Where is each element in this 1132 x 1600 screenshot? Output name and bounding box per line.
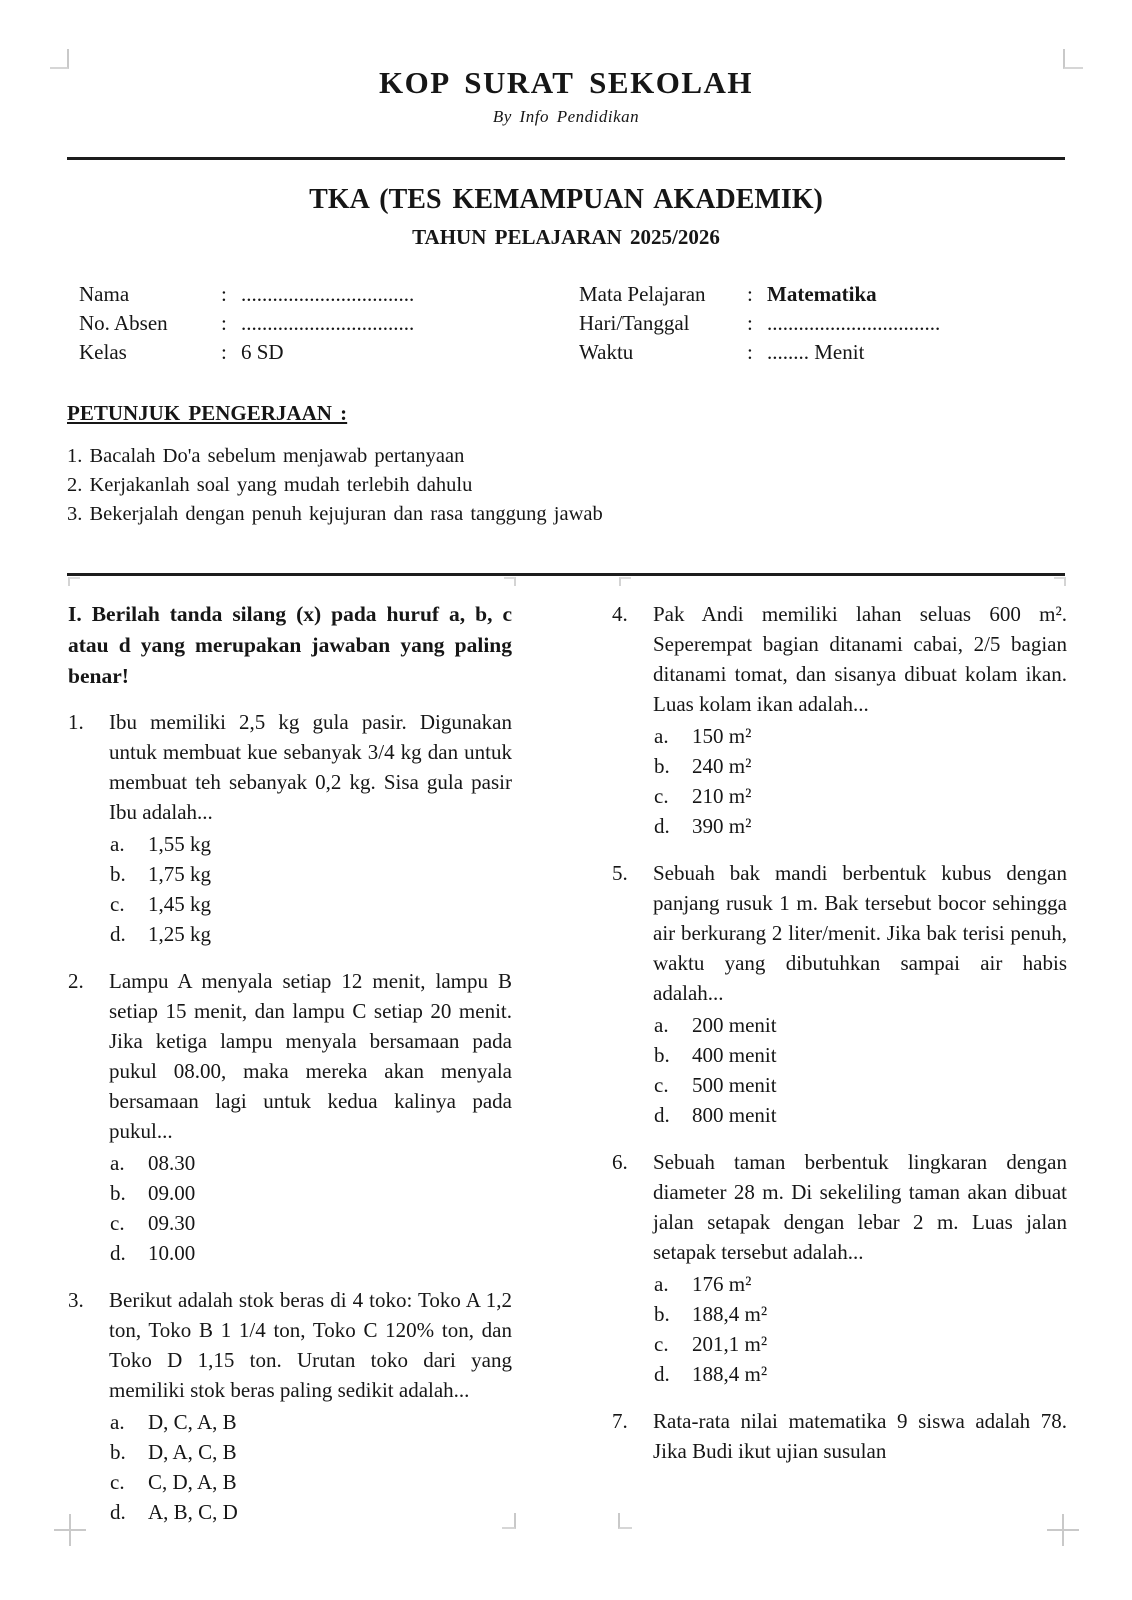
options-list [109, 1407, 512, 1527]
option-letter: c. [654, 784, 669, 808]
instruction-item: 2. Kerjakanlah soal yang mudah terlebih dahulu [67, 474, 473, 496]
option-letter: b. [654, 1043, 670, 1067]
answer-option [109, 889, 512, 919]
answer-option [653, 811, 1067, 841]
option-text: 1,75 kg [148, 862, 211, 886]
answer-option [653, 1100, 1067, 1130]
answer-option [653, 1269, 1067, 1299]
subject-value: Matematika [767, 282, 877, 306]
registration-cross-bottom-right [1047, 1514, 1079, 1546]
answer-option [109, 1238, 512, 1268]
answer-option [653, 751, 1067, 781]
instruction-item: 3. Bekerjalah dengan penuh kejujuran dan rasa tanggung jawab [67, 503, 603, 525]
question-number: 2. [68, 969, 84, 993]
table-corner-mark [1054, 577, 1066, 586]
exam-title: TKA (TES KEMAMPUAN AKADEMIK) [309, 184, 823, 215]
crop-mark-bottom-center-right [618, 1513, 632, 1529]
info-colon: : [221, 340, 227, 364]
info-label: Waktu [579, 340, 634, 364]
info-label: Mata Pelajaran [579, 282, 706, 306]
option-letter: d. [654, 1103, 670, 1127]
option-letter: d. [654, 1362, 670, 1386]
school-letterhead-title: KOP SURAT SEKOLAH [379, 65, 753, 100]
option-text: 188,4 m² [692, 1302, 768, 1326]
answer-option [653, 1329, 1067, 1359]
question-body [653, 599, 1067, 841]
question-item [612, 858, 1067, 1130]
option-letter: c. [654, 1073, 669, 1097]
option-letter: a. [654, 1272, 669, 1296]
answer-option [109, 1497, 512, 1527]
option-letter: c. [110, 1211, 125, 1235]
answer-option [653, 1040, 1067, 1070]
question-body [653, 1406, 1067, 1468]
option-letter: a. [654, 1013, 669, 1037]
option-letter: d. [110, 1241, 126, 1265]
question-number: 1. [68, 710, 84, 734]
option-text: 188,4 m² [692, 1362, 768, 1386]
options-list [653, 721, 1067, 841]
question-body [109, 966, 512, 1268]
option-text: 09.30 [148, 1211, 196, 1235]
info-label: Kelas [79, 340, 127, 364]
option-letter: d. [654, 814, 670, 838]
info-row-mata-pelajaran [579, 280, 1066, 309]
table-corner-mark [504, 577, 516, 586]
section-heading: I. Berilah tanda silang (x) pada huruf a, b, c atau d yang merupakan jawaban yang paling benar! [68, 602, 512, 688]
question-text: Sebuah taman berbentuk lingkaran dengan diameter 28 m. Di sekeliling taman akan dibuat jalan setapak dengan lebar 2 m. Luas jalan setapak tersebut adalah... [653, 1150, 1067, 1264]
registration-cross-bottom-left [54, 1514, 86, 1546]
info-label: Hari/Tanggal [579, 311, 690, 335]
option-text: 201,1 m² [692, 1332, 768, 1356]
option-text: D, C, A, B [148, 1410, 237, 1434]
header-divider-line [67, 157, 1065, 160]
dotted-fill-line: ................................. [241, 311, 415, 335]
question-number: 5. [612, 861, 628, 885]
question-number: 4. [612, 602, 628, 626]
option-text: 176 m² [692, 1272, 752, 1296]
question-item [68, 1285, 512, 1527]
answer-option [109, 1208, 512, 1238]
answer-option [109, 919, 512, 949]
option-text: 1,45 kg [148, 892, 211, 916]
option-text: A, B, C, D [148, 1500, 238, 1524]
question-text: Berikut adalah stok beras di 4 toko: Toko A 1,2 ton, Toko B 1 1/4 ton, Toko C 120% ton, dan Toko D 1,15 ton. Urutan toko dari yang memiliki stok beras paling sedikit adalah... [109, 1288, 512, 1402]
info-row-nama [79, 280, 519, 309]
options-list [653, 1269, 1067, 1389]
options-list [109, 1148, 512, 1268]
answer-option [653, 1299, 1067, 1329]
option-letter: d. [110, 922, 126, 946]
option-text: 09.00 [148, 1181, 196, 1205]
option-text: 1,25 kg [148, 922, 211, 946]
option-letter: b. [654, 754, 670, 778]
instructions-section [0, 400, 1132, 529]
info-colon: : [747, 311, 753, 335]
instructions-list [67, 442, 1132, 529]
option-text: C, D, A, B [148, 1470, 237, 1494]
option-text: 200 menit [692, 1013, 777, 1037]
option-letter: a. [654, 724, 669, 748]
question-text: Sebuah bak mandi berbentuk kubus dengan panjang rusuk 1 m. Bak tersebut bocor sehingga air berkurang 2 liter/menit. Jika bak terisi penuh, waktu yang dibutuhkan sampai air habis adalah... [653, 861, 1067, 1005]
option-letter: b. [110, 1181, 126, 1205]
option-text: 500 menit [692, 1073, 777, 1097]
answer-option [109, 1467, 512, 1497]
option-text: 800 menit [692, 1103, 777, 1127]
option-text: 150 m² [692, 724, 752, 748]
question-body [109, 1285, 512, 1527]
crop-mark-bottom-center-left [502, 1513, 516, 1529]
info-colon: : [747, 282, 753, 306]
info-label: Nama [79, 282, 130, 306]
instruction-item: 1. Bacalah Do'a sebelum menjawab pertanyaan [67, 445, 465, 467]
question-number: 7. [612, 1409, 628, 1433]
option-text: 1,55 kg [148, 832, 211, 856]
answer-option [109, 829, 512, 859]
question-item [612, 1406, 1067, 1468]
info-row-kelas [79, 338, 519, 367]
info-colon: : [221, 311, 227, 335]
option-letter: a. [110, 1151, 125, 1175]
option-text: D, A, C, B [148, 1440, 237, 1464]
question-body [653, 858, 1067, 1130]
option-text: 400 menit [692, 1043, 777, 1067]
option-letter: b. [110, 862, 126, 886]
answer-option [653, 781, 1067, 811]
answer-option [653, 1070, 1067, 1100]
question-text: Lampu A menyala setiap 12 menit, lampu B setiap 15 menit, dan lampu C setiap 20 menit. Jika ketiga lampu menyala bersamaan pada pukul 08.00, maka mereka akan menyala bersamaan lagi untuk kedua kalinya pada pukul... [109, 969, 512, 1143]
questions-list-left [68, 707, 512, 1527]
question-item [68, 707, 512, 949]
info-value: 6 SD [241, 340, 284, 364]
crop-mark-top-right [1063, 49, 1083, 69]
answer-option [109, 1178, 512, 1208]
info-colon: : [747, 340, 753, 364]
student-info-right-column [579, 280, 1066, 367]
table-corner-mark [619, 577, 631, 586]
answer-option [109, 859, 512, 889]
question-number: 3. [68, 1288, 84, 1312]
option-text: 08.30 [148, 1151, 196, 1175]
questions-column-left [68, 599, 512, 1544]
letterhead-byline: By Info Pendidikan [492, 107, 640, 126]
question-text: Pak Andi memiliki lahan seluas 600 m². Seperempat bagian ditanami cabai, 2/5 bagian ditanami tomat, dan sisanya dibuat kolam ikan. Luas kolam ikan adalah... [653, 602, 1067, 716]
info-row-waktu [579, 338, 1066, 367]
option-letter: b. [110, 1440, 126, 1464]
option-letter: d. [110, 1500, 126, 1524]
question-text: Ibu memiliki 2,5 kg gula pasir. Digunakan untuk membuat kue sebanyak 3/4 kg dan untuk membuat teh sebanyak 0,2 kg. Sisa gula pasir Ibu adalah... [109, 710, 512, 824]
instructions-heading: PETUNJUK PENGERJAAN : [67, 401, 348, 425]
info-colon: : [221, 282, 227, 306]
option-letter: a. [110, 1410, 125, 1434]
question-text: Rata-rata nilai matematika 9 siswa adalah 78. Jika Budi ikut ujian susulan [653, 1409, 1067, 1463]
answer-option [109, 1148, 512, 1178]
crop-mark-top-left [50, 49, 69, 69]
questions-list-right [612, 599, 1067, 1468]
answer-option [653, 1359, 1067, 1389]
option-text: 240 m² [692, 754, 752, 778]
option-letter: c. [110, 1470, 125, 1494]
dotted-fill-line: ................................. [767, 311, 941, 335]
info-label: No. Absen [79, 311, 168, 335]
student-info-left-column [79, 280, 519, 367]
question-body [653, 1147, 1067, 1389]
options-list [653, 1010, 1067, 1130]
table-corner-mark [68, 577, 80, 586]
option-letter: c. [654, 1332, 669, 1356]
question-item [612, 599, 1067, 841]
option-text: 210 m² [692, 784, 752, 808]
question-item [68, 966, 512, 1268]
answer-option [109, 1407, 512, 1437]
question-item [612, 1147, 1067, 1389]
option-letter: a. [110, 832, 125, 856]
option-text: 390 m² [692, 814, 752, 838]
exam-year: TAHUN PELAJARAN 2025/2026 [412, 225, 720, 249]
option-letter: c. [110, 892, 125, 916]
dotted-fill-line: ................................. [241, 282, 415, 306]
student-info-table [0, 280, 1132, 367]
questions-area [0, 599, 1132, 1544]
info-row-no-absen [79, 309, 519, 338]
options-list [109, 829, 512, 949]
option-letter: b. [654, 1302, 670, 1326]
question-body [109, 707, 512, 949]
question-number: 6. [612, 1150, 628, 1174]
questions-column-right [612, 599, 1067, 1544]
answer-option [653, 1010, 1067, 1040]
section-divider-line [67, 573, 1065, 576]
info-value: ........ Menit [767, 340, 865, 364]
answer-option [109, 1437, 512, 1467]
option-text: 10.00 [148, 1241, 196, 1265]
answer-option [653, 721, 1067, 751]
info-row-hari-tanggal [579, 309, 1066, 338]
